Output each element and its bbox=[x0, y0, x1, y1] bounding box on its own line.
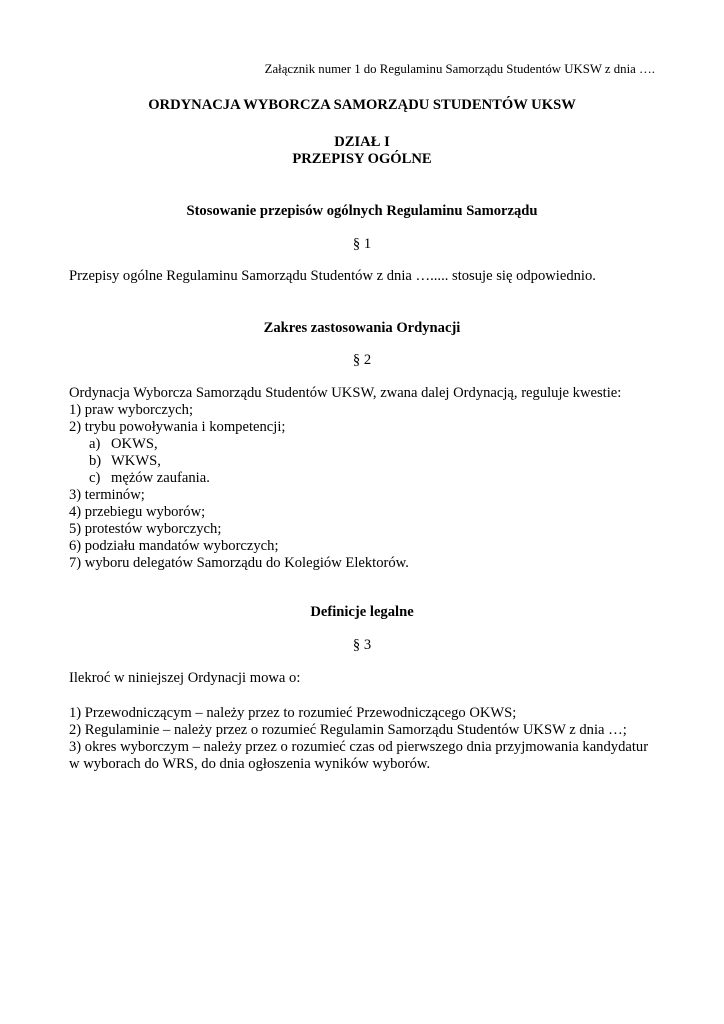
sub-list-text: OKWS, bbox=[111, 436, 158, 452]
definition-item-continuation: w wyborach do WRS, do dnia ogłoszenia wyników wyborów. bbox=[69, 756, 431, 772]
section-2-paragraph-sign: § 2 bbox=[352, 352, 372, 368]
list-item: 3) terminów; bbox=[69, 487, 145, 503]
sub-list-item bbox=[69, 436, 669, 453]
document-title: ORDYNACJA WYBORCZA SAMORZĄDU STUDENTÓW UKSW bbox=[148, 97, 576, 113]
section-3-heading: Definicje legalne bbox=[310, 604, 414, 620]
definition-item: 1) Przewodniczącym – należy przez to rozumieć Przewodniczącego OKWS; bbox=[69, 705, 517, 721]
sub-list-marker: a) bbox=[89, 436, 101, 452]
sub-list-marker: c) bbox=[89, 470, 101, 486]
annex-note: Załącznik numer 1 do Regulaminu Samorządu Studentów UKSW z dnia …. bbox=[264, 62, 655, 76]
section-1-heading: Stosowanie przepisów ogólnych Regulaminu Samorządu bbox=[186, 203, 538, 219]
list-item: 1) praw wyborczych; bbox=[69, 402, 193, 418]
sub-list-text: WKWS, bbox=[111, 453, 161, 469]
definition-item: 2) Regulaminie – należy przez o rozumieć Regulamin Samorządu Studentów UKSW z dnia …; bbox=[69, 722, 627, 738]
section-3-definitions bbox=[69, 705, 669, 773]
section-2-intro: Ordynacja Wyborcza Samorządu Studentów UKSW, zwana dalej Ordynacją, reguluje kwestie: bbox=[69, 385, 622, 401]
list-item: 7) wyboru delegatów Samorządu do Kolegiów Elektorów. bbox=[69, 555, 409, 571]
section-3-intro: Ilekroć w niniejszej Ordynacji mowa o: bbox=[69, 670, 301, 686]
list-item: 2) trybu powoływania i kompetencji; bbox=[69, 419, 286, 435]
sub-list-marker: b) bbox=[89, 453, 102, 469]
division-heading bbox=[0, 134, 724, 168]
section-3-paragraph-sign: § 3 bbox=[352, 637, 372, 653]
list-item: 6) podziału mandatów wyborczych; bbox=[69, 538, 279, 554]
section-1-paragraph-sign: § 1 bbox=[352, 236, 372, 252]
sub-list-item bbox=[69, 470, 669, 487]
section-2-heading: Zakres zastosowania Ordynacji bbox=[263, 320, 461, 336]
section-2-list bbox=[69, 385, 669, 572]
section-1-text: Przepisy ogólne Regulaminu Samorządu Studentów z dnia …..... stosuje się odpowiednio. bbox=[69, 268, 596, 284]
division-number: DZIAŁ I bbox=[334, 134, 390, 150]
list-item: 5) protestów wyborczych; bbox=[69, 521, 222, 537]
sub-list-item bbox=[69, 453, 669, 470]
division-name: PRZEPISY OGÓLNE bbox=[292, 151, 432, 167]
list-item: 4) przebiegu wyborów; bbox=[69, 504, 206, 520]
definition-item: 3) okres wyborczym – należy przez o rozumieć czas od pierwszego dnia przyjmowania kandydatur bbox=[69, 739, 649, 755]
sub-list-text: mężów zaufania. bbox=[111, 470, 210, 486]
